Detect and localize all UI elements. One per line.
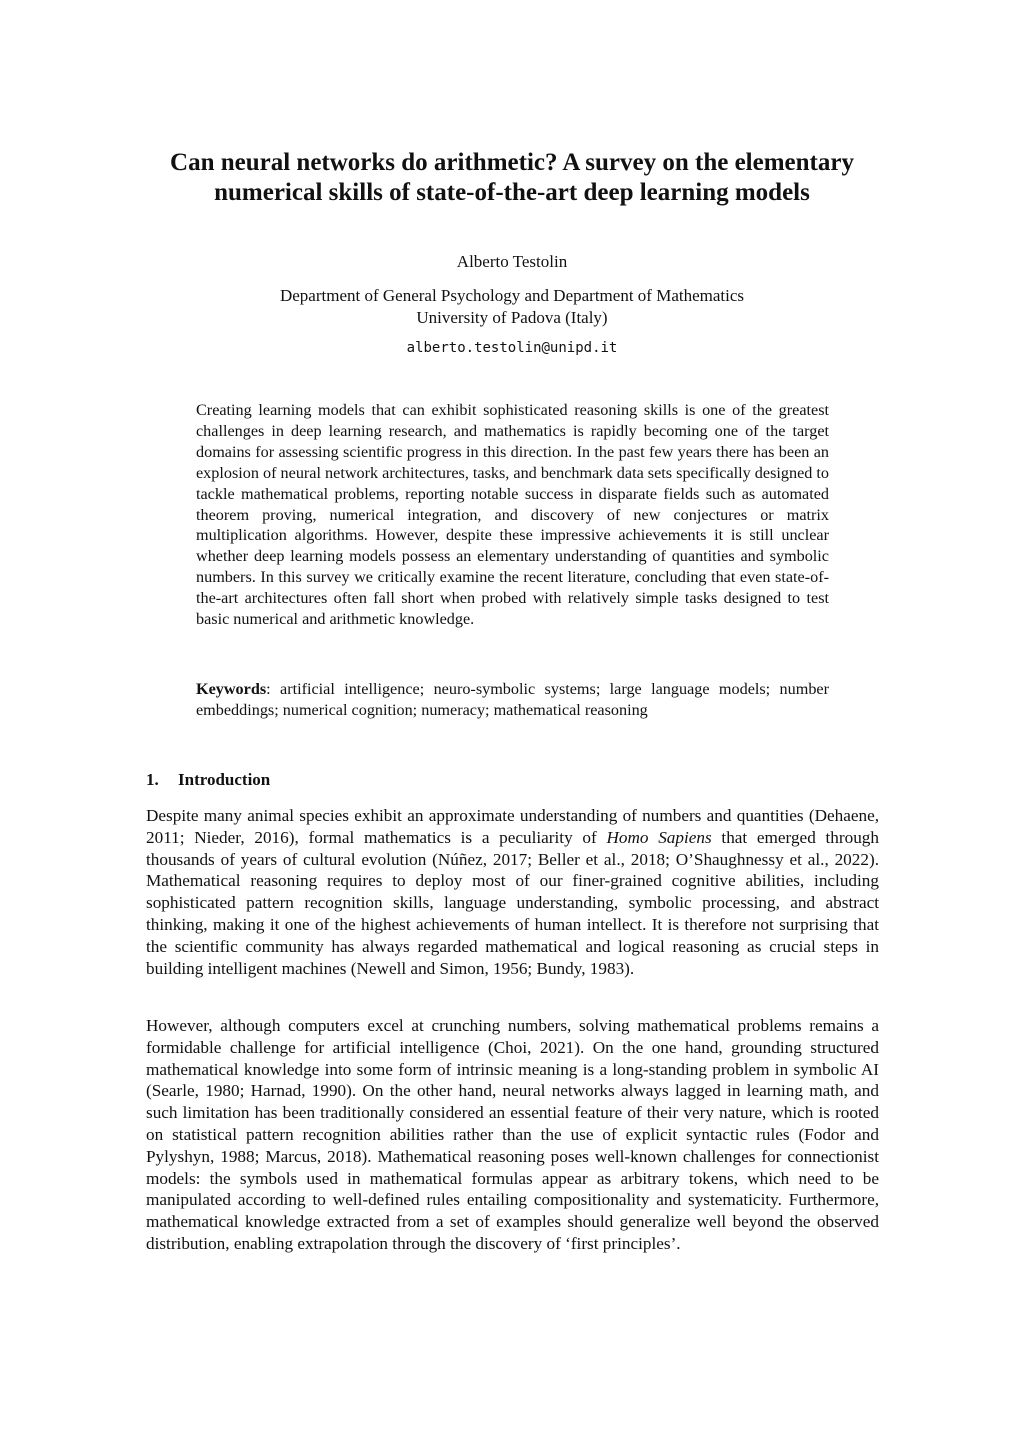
section-heading-introduction: [146, 769, 270, 791]
author-email: alberto.testolin@unipd.it: [406, 340, 618, 356]
intro-p1-italic: Homo Sapiens: [606, 827, 712, 847]
title-line-1: Can neural networks do arithmetic? A survey on the elementary: [170, 149, 854, 176]
title-line-2: numerical skills of state-of-the-art deep learning models: [214, 179, 810, 206]
affiliation: [0, 285, 1024, 329]
paper-title: [100, 148, 924, 208]
abstract: Creating learning models that can exhibit sophisticated reasoning skills is one of the greatest challenges in deep learning research, and mathematics is rapidly becoming one of the target domains for assessing scientific progress in this direction. In the past few years there has been an explosion of neural network architectures, tasks, and benchmark data sets specifically designed to tackle mathematical problems, reporting notable success in disparate fields such as automated theorem proving, numerical integration, and discovery of new conjectures or matrix multiplication algorithms. However, despite these impressive achievements it is still unclear whether deep learning models possess an elementary understanding of quantities and symbolic numbers. In this survey we critically examine the recent literature, concluding that even state-of-the-art architectures often fall short when probed with relatively simple tasks designed to test basic numerical and arithmetic knowledge.: [196, 401, 829, 629]
intro-p1-text-a: Despite many animal species exhibit an approximate understanding of numbers and quantities (Dehaene, 2011; Nieder, 2016), formal mathematics is a peculiarity of: [146, 806, 879, 847]
intro-paragraph-1: [146, 805, 879, 979]
keywords-list: : artificial intelligence; neuro-symbolic systems; large language models; number embeddings; numerical cognition; numeracy; mathematical reasoning: [196, 680, 829, 719]
affiliation-line-1: Department of General Psychology and Department of Mathematics: [279, 286, 745, 305]
intro-p1-text-b: that emerged through thousands of years of cultural evolution (Núñez, 2017; Beller et al., 2018; O’Shaughnessy et al., 2022). Mathematical reasoning requires to deploy most of our finer-grained cognitive abilities, including sophisticated pattern recognition skills, language understanding, symbolic processing, and abstract thinking, making it one of the highest achievements of human intellect. It is therefore not surprising that the scientific community has always regarded mathematical and logical reasoning as crucial steps in building intelligent machines (Newell and Simon, 1956; Bundy, 1983).: [146, 827, 879, 978]
section-number: 1.: [146, 770, 159, 789]
author-name: Alberto Testolin: [456, 252, 568, 271]
keywords-label: Keywords: [196, 680, 267, 698]
keywords: [196, 679, 829, 721]
section-title: Introduction: [178, 770, 271, 789]
intro-paragraph-2: However, although computers excel at crunching numbers, solving mathematical problems remains a formidable challenge for artificial intelligence (Choi, 2021). On the one hand, grounding structured mathematical knowledge into some form of intrinsic meaning is a long-standing problem in symbolic AI (Searle, 1980; Harnad, 1990). On the other hand, neural networks always lagged in learning math, and such limitation has been traditionally considered an essential feature of their very nature, which is rooted on statistical pattern recognition abilities rather than the use of explicit syntactic rules (Fodor and Pylyshyn, 1988; Marcus, 2018). Mathematical reasoning poses well-known challenges for connectionist models: the symbols used in mathematical formulas appear as arbitrary tokens, which need to be manipulated according to well-defined rules entailing compositionality and systematicity. Furthermore, mathematical knowledge extracted from a set of examples should generalize well beyond the observed distribution, enabling extrapolation through the discovery of ‘first principles’.: [146, 1016, 879, 1253]
affiliation-line-2: University of Padova (Italy): [416, 308, 608, 327]
